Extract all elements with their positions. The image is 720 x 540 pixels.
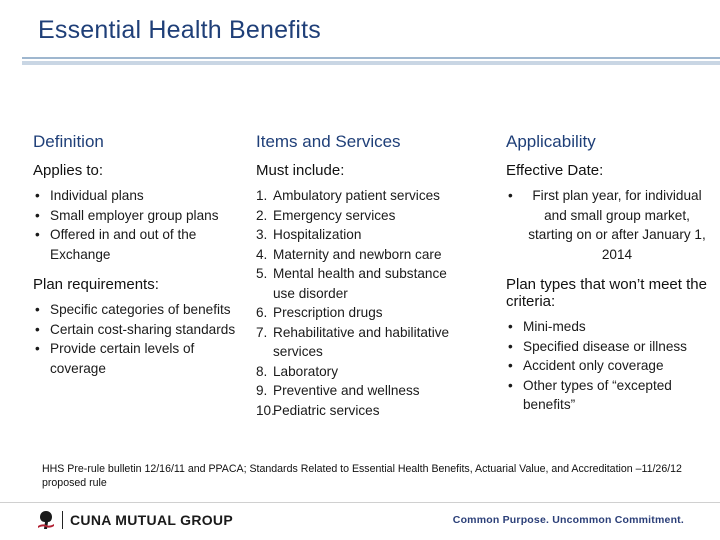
list-item: 10. Pediatric services: [256, 402, 380, 418]
applicability-heading: Applicability: [506, 132, 596, 151]
list-item: 2. Emergency services: [256, 207, 396, 223]
tagline: Common Purpose. Uncommon Commitment.: [452, 514, 684, 526]
list-item: • Offered in and out of the Exchange: [33, 225, 238, 264]
list-item: • Provide certain levels of coverage: [33, 339, 238, 378]
definition-column: [33, 132, 238, 390]
items-services-heading: Items and Services: [256, 132, 401, 151]
title-rule-thick: [22, 61, 720, 65]
footer-divider: [0, 502, 720, 503]
list-item: 1. Ambulatory patient services: [256, 188, 440, 203]
must-include-label: Must include:: [256, 162, 345, 179]
list-item: 9. Preventive and wellness: [256, 383, 420, 398]
list-item: 8. Laboratory: [256, 363, 338, 379]
title-rule-thin: [22, 57, 720, 59]
logo-separator: [62, 511, 63, 529]
plan-types-label: Plan types that won’t meet the criteria:: [506, 276, 707, 310]
list-item: 7. Rehabilitative and habilitative services: [256, 324, 450, 359]
list-item: • Mini-meds: [506, 317, 711, 337]
plan-types-list: [506, 317, 711, 415]
definition-heading: Definition: [33, 132, 104, 151]
list-item: • First plan year, for individual and small group market, starting on or after January 1, 2014: [506, 186, 711, 264]
company-name: CUNA MUTUAL GROUP: [70, 512, 233, 528]
list-item: 3. Hospitalization: [256, 227, 362, 242]
list-item: • Other types of “excepted benefits”: [506, 376, 711, 415]
effective-date-list: [506, 186, 711, 264]
list-item: • Small employer group plans: [33, 206, 238, 226]
list-item: 6. Prescription drugs: [256, 305, 383, 320]
plan-requirements-list: [33, 300, 238, 378]
plan-requirements-label: Plan requirements:: [33, 276, 159, 293]
list-item: • Specified disease or illness: [506, 337, 711, 357]
applicability-column: [506, 132, 711, 427]
list-item: • Specific categories of benefits: [33, 300, 238, 320]
list-item: • Accident only coverage: [506, 356, 711, 376]
list-item: • Certain cost-sharing standards: [33, 320, 238, 340]
list-item: • Individual plans: [33, 186, 238, 206]
company-logo: [36, 509, 233, 531]
items-services-column: [256, 132, 471, 420]
list-item: 5. Mental health and substance use disorder: [256, 266, 447, 301]
effective-date-label: Effective Date:: [506, 162, 604, 179]
footnote: HHS Pre-rule bulletin 12/16/11 and PPACA; Standards Related to Essential Health Benefits, Actuarial Value, and Accreditation –11/26/12 proposed rule: [42, 463, 682, 489]
cuna-mutual-logo-icon: [36, 509, 56, 531]
slide-title: Essential Health Benefits: [38, 16, 321, 44]
must-include-list: [256, 186, 471, 420]
applies-to-list: [33, 186, 238, 264]
list-item: 4. Maternity and newborn care: [256, 246, 442, 262]
applies-to-label: Applies to:: [33, 162, 104, 179]
